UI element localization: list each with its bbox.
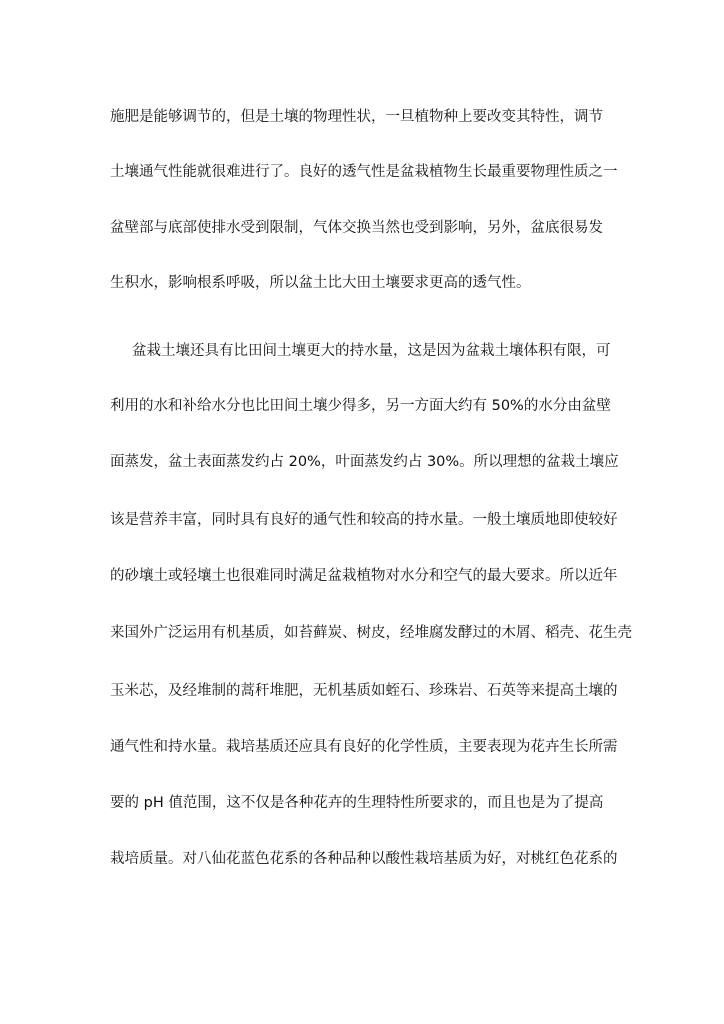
text-line: 该是营养丰富，同时具有良好的通气性和较高的持水量。一般土壤质地即使较好 bbox=[110, 512, 618, 528]
text-line: 面蒸发，盆土表面蒸发约占 20%，叶面蒸发约占 30%。所以理想的盆栽土壤应 bbox=[110, 454, 619, 470]
text-line: 玉米芯，及经堆制的蒿秆堆肥，无机基质如蛭石、珍珠岩、石英等来提高土壤的 bbox=[110, 683, 618, 699]
text-line: 通气性和持水量。栽培基质还应具有良好的化学性质，主要表现为花卉生长所需 bbox=[110, 739, 618, 755]
text-line: 栽培质量。对八仙花蓝色花系的各种品种以酸性栽培基质为好，对桃红色花系的 bbox=[110, 851, 618, 867]
text-line: 来国外广泛运用有机基质，如苔藓炭、树皮，经堆腐发酵过的木屑、稻壳、花生壳 bbox=[110, 625, 632, 641]
text-line: 利用的水和补给水分也比田间土壤少得多，另一方面大约有 50%的水分由盆壁 bbox=[110, 398, 611, 414]
text-line: 盆壁部与底部使排水受到限制，气体交换当然也受到影响，另外，盆底很易发 bbox=[110, 220, 603, 236]
text-line: 的砂壤土或轻壤土也很难同时满足盆栽植物对水分和空气的最大要求。所以近年 bbox=[110, 568, 618, 584]
text-line: 土壤通气性能就很难进行了。良好的透气性是盆栽植物生长最重要物理性质之一 bbox=[110, 164, 618, 180]
text-line: 生积水，影响根系呼吸，所以盆土比大田土壤要求更高的透气性。 bbox=[110, 275, 531, 291]
text-line: 要的 pH 值范围，这不仅是各种花卉的生理特性所要求的，而且也是为了提高 bbox=[110, 795, 604, 811]
text-line: 施肥是能够调节的，但是土壤的物理性状，一旦植物种上要改变其特性，调节 bbox=[110, 109, 603, 125]
text-line: 盆栽土壤还具有比田间土壤更大的持水量，这是因为盆栽土壤体积有限，可 bbox=[132, 343, 611, 359]
